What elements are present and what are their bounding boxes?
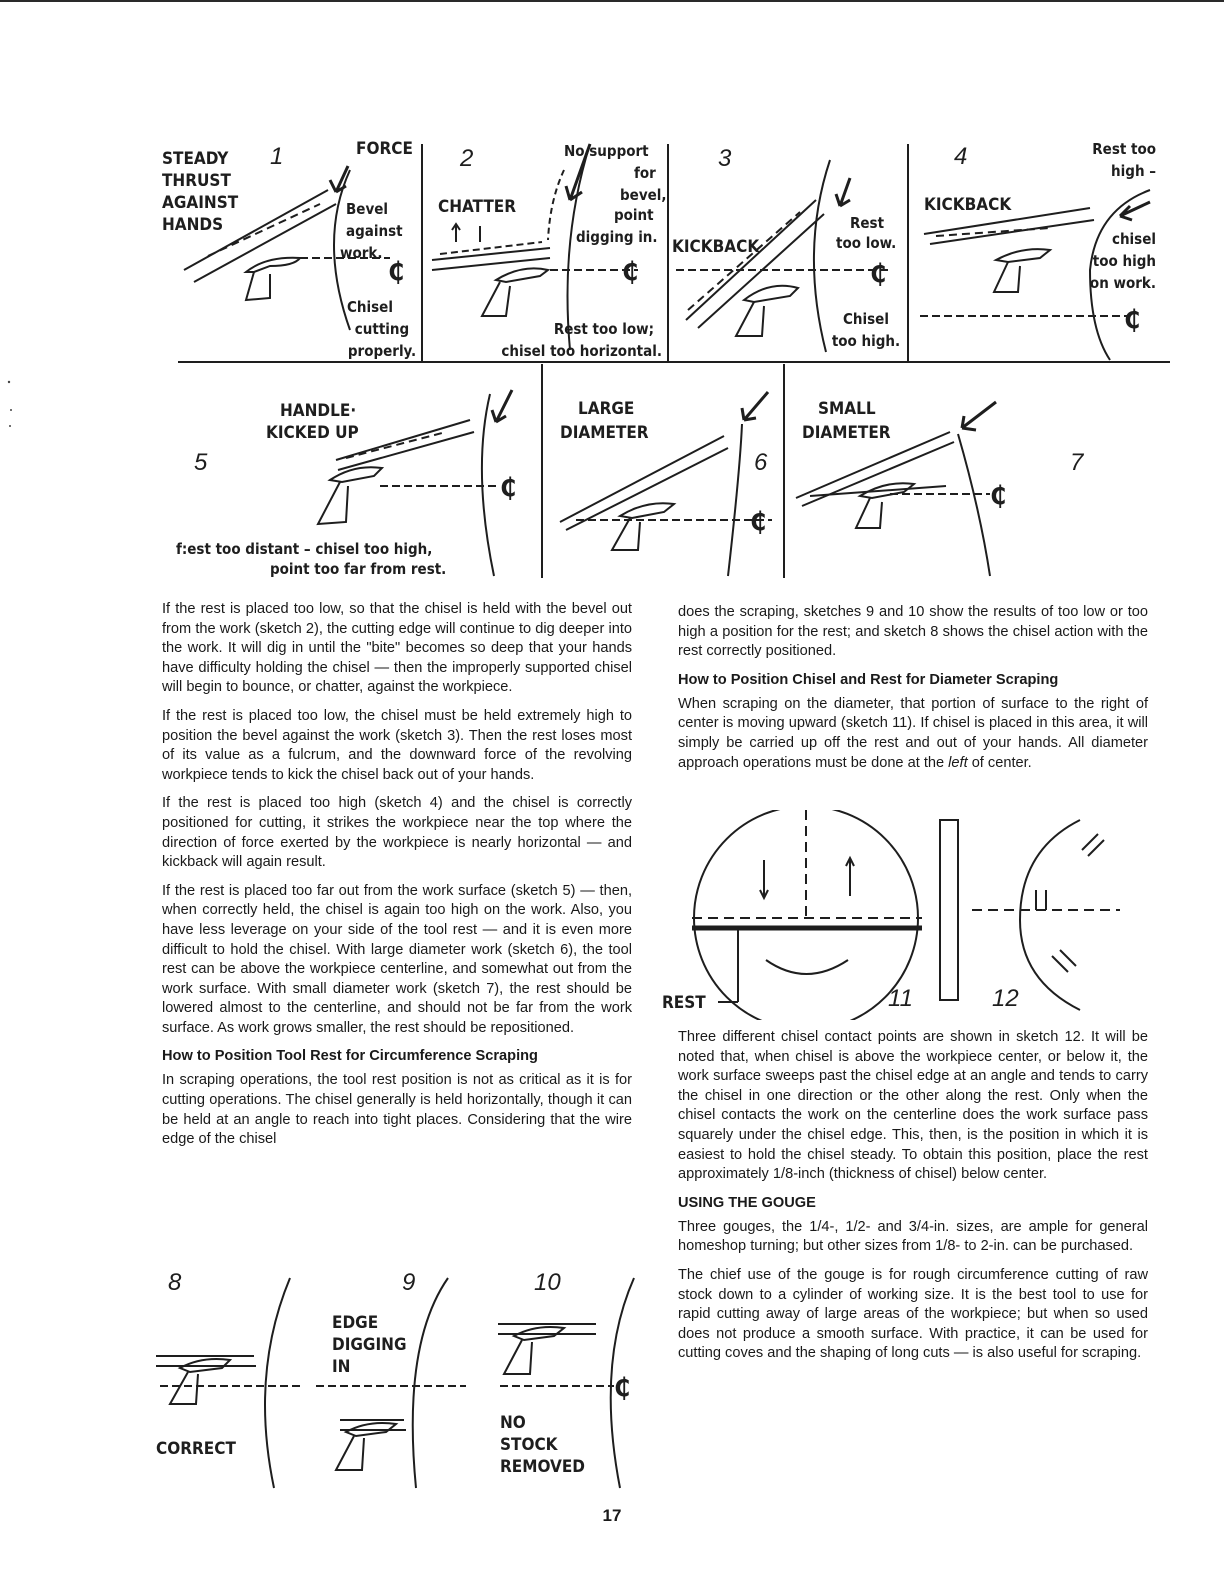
- edge-label-1: EDGE: [332, 1313, 379, 1333]
- s4-chisel-2: too high: [1092, 252, 1156, 270]
- s3-rest-1: Rest: [850, 214, 885, 232]
- sketches-11-12: [660, 810, 1150, 1020]
- centerline-icon: ₵: [1124, 305, 1141, 335]
- emphasis: left: [948, 754, 968, 771]
- centerline-icon: ₵: [990, 481, 1007, 511]
- s4-rest-1: Rest too: [1092, 140, 1156, 158]
- no-stock-label-1: NO: [500, 1413, 526, 1433]
- s1-force: FORCE: [356, 139, 413, 159]
- s2-rest-1: Rest too low;: [553, 320, 654, 338]
- s3-chisel-2: too high.: [831, 332, 901, 350]
- s3-chisel-1: Chisel: [843, 310, 889, 328]
- paragraph: In scraping operations, the tool rest position is not as critical as it is for cutting operations. The chisel generally is held horizontally, though it can be held at an angle to reach into tight places. Considering that the wire edge of the chisel: [162, 1072, 632, 1148]
- s5-rest-2: point too far from rest.: [270, 560, 447, 578]
- section-heading: How to Position Tool Rest for Circumference Scraping: [162, 1048, 538, 1065]
- centerline-icon: ₵: [870, 259, 887, 289]
- centerline-icon: ₵: [500, 473, 517, 503]
- s3-rest-2: too low.: [836, 234, 897, 252]
- paragraph: does the scraping, sketches 9 and 10 show the results of too low or too high a position for the rest; and sketch 8 shows the chisel action with the rest correctly positioned.: [678, 604, 1148, 660]
- s2-chatter: CHATTER: [438, 197, 517, 217]
- right-column-upper: [678, 603, 1148, 782]
- s6-label-1: LARGE: [578, 399, 635, 419]
- sketch-number-7: 7: [1070, 449, 1084, 476]
- s4-chisel-1: chisel: [1111, 230, 1156, 248]
- sketch-number-9: 9: [402, 1269, 416, 1296]
- s4-chisel-3: on work.: [1089, 274, 1156, 292]
- s5-rest-1: f:est too distant – chisel too high,: [176, 540, 433, 558]
- right-column-lower: [678, 1028, 1148, 1373]
- sketch-number-4: 4: [954, 143, 968, 170]
- s1-label-4: HANDS: [162, 215, 224, 235]
- s5-handle-1: HANDLE·: [280, 401, 357, 421]
- no-stock-label-3: REMOVED: [500, 1457, 585, 1477]
- page-top-edge: [0, 0, 1224, 2]
- s1-chisel-3: properly.: [347, 342, 417, 360]
- paragraph: If the rest is placed too high (sketch 4) and the chisel is correctly positioned for cutting, it strikes the workpiece near the top where the direction of force exerted by the workpiece is nearly horizontal — and kickback will again result.: [162, 795, 632, 871]
- sketch-number-8: 8: [168, 1269, 182, 1296]
- paragraph: Three gouges, the 1/4-, 1/2- and 3/4-in. sizes, are ample for general homeshop turning; but other sizes from 1/8- to 2-in. can be purchased.: [678, 1218, 1148, 1255]
- sketch-number-2: 2: [460, 145, 474, 172]
- centerline-icon: ₵: [388, 257, 405, 287]
- sketch-number-12: 12: [992, 985, 1019, 1012]
- paragraph: If the rest is placed too low, the chisel must be held extremely high to position the bevel against the work (sketch 3). Then the rest loses most of its value as a fulcrum, and the downward force of the revolving workpiece tends to kick the chisel back out of your hands.: [162, 707, 632, 783]
- edge-label-2: DIGGING: [332, 1335, 407, 1355]
- s1-chisel-2: cutting: [354, 320, 410, 338]
- s1-bevel-3: work.: [340, 244, 383, 262]
- s4-kickback: KICKBACK: [924, 195, 1012, 215]
- s2-rest-2: chisel too horizontal.: [501, 342, 662, 360]
- sketches-1-to-7: [150, 130, 1170, 590]
- bottom-figure-svg: [150, 1264, 650, 1494]
- s2-support-2: for: [634, 164, 656, 182]
- paragraph: If the rest is placed too low, so that the chisel is held with the bevel out from the work (sketch 2), the cutting edge will continue to dig deeper into the work. It will dig in until the "bite" becomes so deep that your hands have difficulty holding the chisel — then the improperly supported chisel will begin to bounce, or chatter, against the workpiece.: [162, 601, 632, 696]
- centerline-icon: ₵: [614, 1373, 631, 1403]
- s3-kickback: KICKBACK: [672, 237, 760, 257]
- s1-label-3: AGAINST: [162, 193, 239, 213]
- s1-bevel-2: against: [346, 222, 403, 240]
- no-stock-label-2: STOCK: [500, 1435, 558, 1455]
- left-column: [162, 600, 632, 1159]
- sketch-number-3: 3: [718, 145, 732, 172]
- text-span: When scraping on the diameter, that portion of surface to the right of center is moving upward (sketch 11). If chisel is placed in this area, it will simply be carried up off the rest and out of your hands. All diameter approach operations must be done at the: [678, 695, 1148, 771]
- s2-support-1: No support: [564, 142, 649, 160]
- s2-support-4: point: [614, 206, 654, 224]
- centerline-icon: ₵: [750, 507, 767, 537]
- s1-bevel-1: Bevel: [346, 200, 389, 218]
- s2-support-3: bevel,: [620, 186, 667, 204]
- s1-label-2: THRUST: [162, 171, 231, 191]
- mid-figure-svg: [660, 810, 1150, 1020]
- s1-chisel-1: Chisel: [347, 298, 393, 316]
- paragraph: Three different chisel contact points are shown in sketch 12. It will be noted that, when chisel is above the workpiece center, or below it, the work surface sweeps past the chisel edge at an angle and tends to carry the chisel in one direction or the other along the rest. Only when the chisel contacts the work on the centerline does the work surface pass squarely under the chisel edge. This, then, is the position in which it is easiest to hold the chisel steady. To obtain this position, place the rest approximately 1/8-inch (thickness of chisel) below center.: [678, 1029, 1148, 1183]
- rest-label: REST: [662, 993, 706, 1013]
- top-figure-svg: [150, 130, 1170, 590]
- s2-support-5: digging in.: [576, 228, 658, 246]
- text-span: of center.: [967, 754, 1032, 771]
- paragraph: [678, 695, 1148, 773]
- edge-label-3: IN: [332, 1357, 351, 1377]
- centerline-icon: ₵: [622, 257, 639, 287]
- sketch-number-5: 5: [194, 449, 208, 476]
- binding-dots: [6, 380, 16, 540]
- sketch-number-11: 11: [888, 985, 913, 1012]
- page-number: 17: [602, 1506, 622, 1525]
- s4-rest-2: high –: [1111, 162, 1156, 180]
- sketch-number-6: 6: [754, 449, 768, 476]
- s1-label-1: STEADY: [162, 149, 229, 169]
- correct-label: CORRECT: [156, 1439, 236, 1459]
- paragraph: If the rest is placed too far out from the work surface (sketch 5) — then, when correctly held, the chisel is again too high on the work. Also, you have less leverage on your side of the tool rest — and it is even more difficult to hold the chisel. With large diameter work (sketch 6), the tool rest can be above the workpiece centerline, and somewhat out from the work surface. With small diameter work (sketch 7), the rest should be lowered almost to the centerline, and should not be far from the work surface. As work grows smaller, the rest should be repositioned.: [162, 882, 632, 1036]
- s5-handle-2: KICKED UP: [266, 423, 359, 443]
- sketch-number-1: 1: [270, 143, 284, 170]
- paragraph: The chief use of the gouge is for rough circumference cutting of raw stock down to a cylinder of working size. It is the best tool to use for rapid cutting away of large areas of the workpiece; but when so used does not produce a smooth surface. With practice, it can be used for cutting coves and the shaping of long cuts — is also useful for scraping.: [678, 1266, 1148, 1362]
- section-heading: USING THE GOUGE: [678, 1194, 816, 1211]
- sketches-8-9-10: [150, 1264, 650, 1494]
- s7-label-2: DIAMETER: [802, 423, 891, 443]
- s6-label-2: DIAMETER: [560, 423, 649, 443]
- section-heading: How to Position Chisel and Rest for Diameter Scraping: [678, 671, 1059, 688]
- sketch-number-10: 10: [534, 1269, 561, 1296]
- s7-label-1: SMALL: [818, 399, 876, 419]
